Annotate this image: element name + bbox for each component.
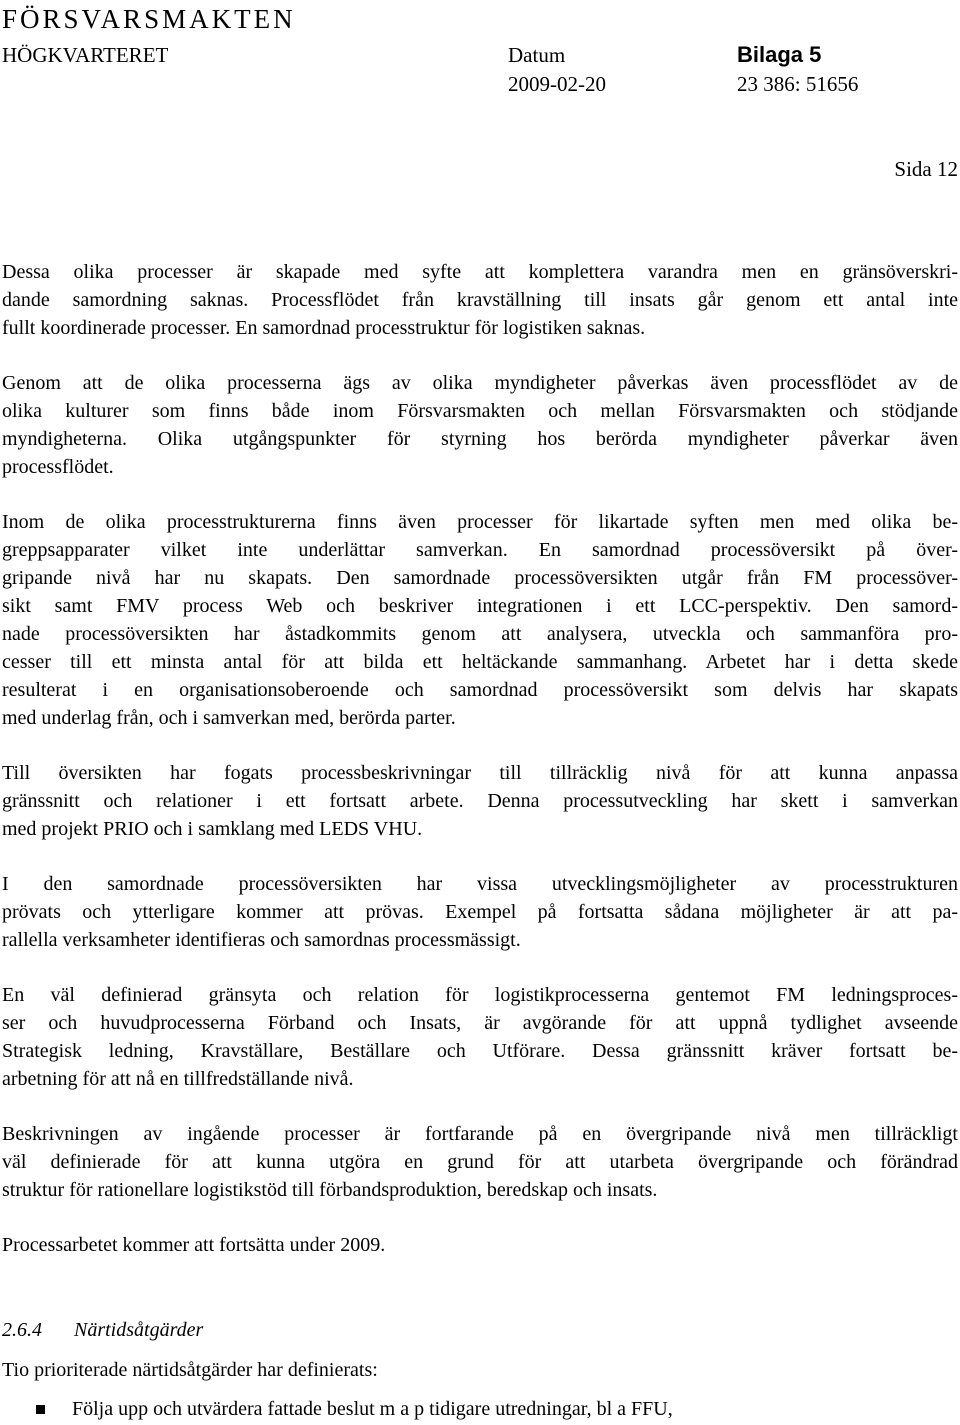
text-line: myndigheterna. Olika utgångspunkter för styrning hos berörda myndigheter påverkar även bbox=[2, 428, 958, 450]
section-title: Närtidsåtgärder bbox=[74, 1319, 204, 1341]
intro-text: Tio prioriterade närtidsåtgärder har definierats: bbox=[2, 1359, 378, 1381]
paragraph bbox=[2, 369, 958, 481]
bullet-square-icon bbox=[36, 1405, 45, 1414]
paragraph bbox=[2, 1120, 958, 1204]
paragraph bbox=[2, 1231, 958, 1259]
paragraph bbox=[2, 258, 958, 342]
text-line: nade processöversikten har åstadkommits genom att analysera, utveckla och sammanföra pro- bbox=[2, 623, 958, 645]
text-line: I den samordnade processöversikten har vissa utvecklingsmöjligheter av processtrukturen bbox=[2, 873, 958, 895]
text-line: olika kulturer som finns både inom Försvarsmakten och mellan Försvarsmakten och stödjande bbox=[2, 400, 958, 422]
text-line: med projekt PRIO och i samklang med LEDS VHU. bbox=[2, 818, 423, 840]
text-line: ser och huvudprocesserna Förband och Insats, är avgörande för att uppnå tydlighet avseende bbox=[2, 1012, 958, 1034]
paragraph bbox=[2, 870, 958, 954]
text-line: gripande nivå har nu skapats. Den samordnade processöversikten utgår från FM processöver- bbox=[2, 567, 958, 589]
text-line: rallella verksamheter identifieras och samordnas processmässigt. bbox=[2, 929, 521, 951]
text-line: Inom de olika processtrukturerna finns även processer för likartade syften men med olika be- bbox=[2, 511, 958, 533]
section-heading bbox=[2, 1316, 203, 1344]
text-line: gränssnitt och relationer i ett fortsatt arbete. Denna processutveckling har skett i samverkan bbox=[2, 790, 958, 812]
text-line: fullt koordinerade processer. En samordnad processtruktur för logistiken saknas. bbox=[2, 317, 646, 339]
text-line: prövats och ytterligare kommer att prövas. Exempel på fortsatta sådana möjligheter är att pa- bbox=[2, 901, 958, 923]
section-number: 2.6.4 bbox=[2, 1319, 42, 1341]
text-line: Processarbetet kommer att fortsätta under 2009. bbox=[2, 1234, 386, 1256]
text-line: väl definierade för att kunna utgöra en grund för att utarbeta övergripande och förändrad bbox=[2, 1151, 958, 1173]
text-line: greppsapparater vilket inte underlättar samverkan. En samordnad processöversikt på över- bbox=[2, 539, 958, 561]
text-line: Strategisk ledning, Kravställare, Beställare och Utförare. Dessa gränssnitt kräver fortsatt be- bbox=[2, 1040, 958, 1062]
paragraph bbox=[2, 508, 958, 732]
text-line: Till översikten har fogats processbeskrivningar till tillräcklig nivå för att kunna anpassa bbox=[2, 762, 958, 784]
date-value: 2009-02-20 bbox=[508, 72, 606, 96]
text-line: sikt samt FMV process Web och beskriver integrationen i ett LCC-perspektiv. Den samord- bbox=[2, 595, 958, 617]
text-line: Dessa olika processer är skapade med syfte att komplettera varandra men en gränsöverskri- bbox=[2, 261, 958, 283]
text-line: Genom att de olika processerna ägs av olika myndigheter påverkas även processflödet av de bbox=[2, 372, 958, 394]
text-line: arbetning för att nå en tillfredställande nivå. bbox=[2, 1068, 354, 1090]
text-line: processflödet. bbox=[2, 456, 114, 478]
text-line: med underlag från, och i samverkan med, berörda parter. bbox=[2, 707, 456, 729]
unit-name: HÖGKVARTERET bbox=[2, 43, 169, 67]
paragraph bbox=[2, 981, 958, 1093]
list-item-text: Följa upp och utvärdera fattade beslut m a p tidigare utredningar, bl a FFU, bbox=[72, 1398, 673, 1420]
page-number: Sida 12 bbox=[894, 157, 958, 181]
text-line: Beskrivningen av ingående processer är fortfarande på en övergripande nivå men tillräckligt bbox=[2, 1123, 958, 1145]
organization-name: FÖRSVARSMAKTEN bbox=[2, 4, 296, 34]
text-line: struktur för rationellare logistikstöd till förbandsproduktion, beredskap och insats. bbox=[2, 1179, 658, 1201]
document-body bbox=[2, 258, 958, 1286]
date-label: Datum bbox=[508, 43, 566, 67]
text-line: resulterat i en organisationsoberoende och samordnad processöversikt som delvis har skapats bbox=[2, 679, 958, 701]
reference-number: 23 386: 51656 bbox=[737, 72, 859, 96]
text-line: dande samordning saknas. Processflödet från kravställning till insats går genom ett antal inte bbox=[2, 289, 958, 311]
text-line: cesser till ett minsta antal för att bilda ett heltäckande sammanhang. Arbetet har i detta skede bbox=[2, 651, 958, 673]
attachment-label: Bilaga 5 bbox=[737, 42, 822, 67]
paragraph bbox=[2, 759, 958, 843]
text-line: En väl definierad gränsyta och relation för logistikprocesserna gentemot FM ledningsproces- bbox=[2, 984, 958, 1006]
